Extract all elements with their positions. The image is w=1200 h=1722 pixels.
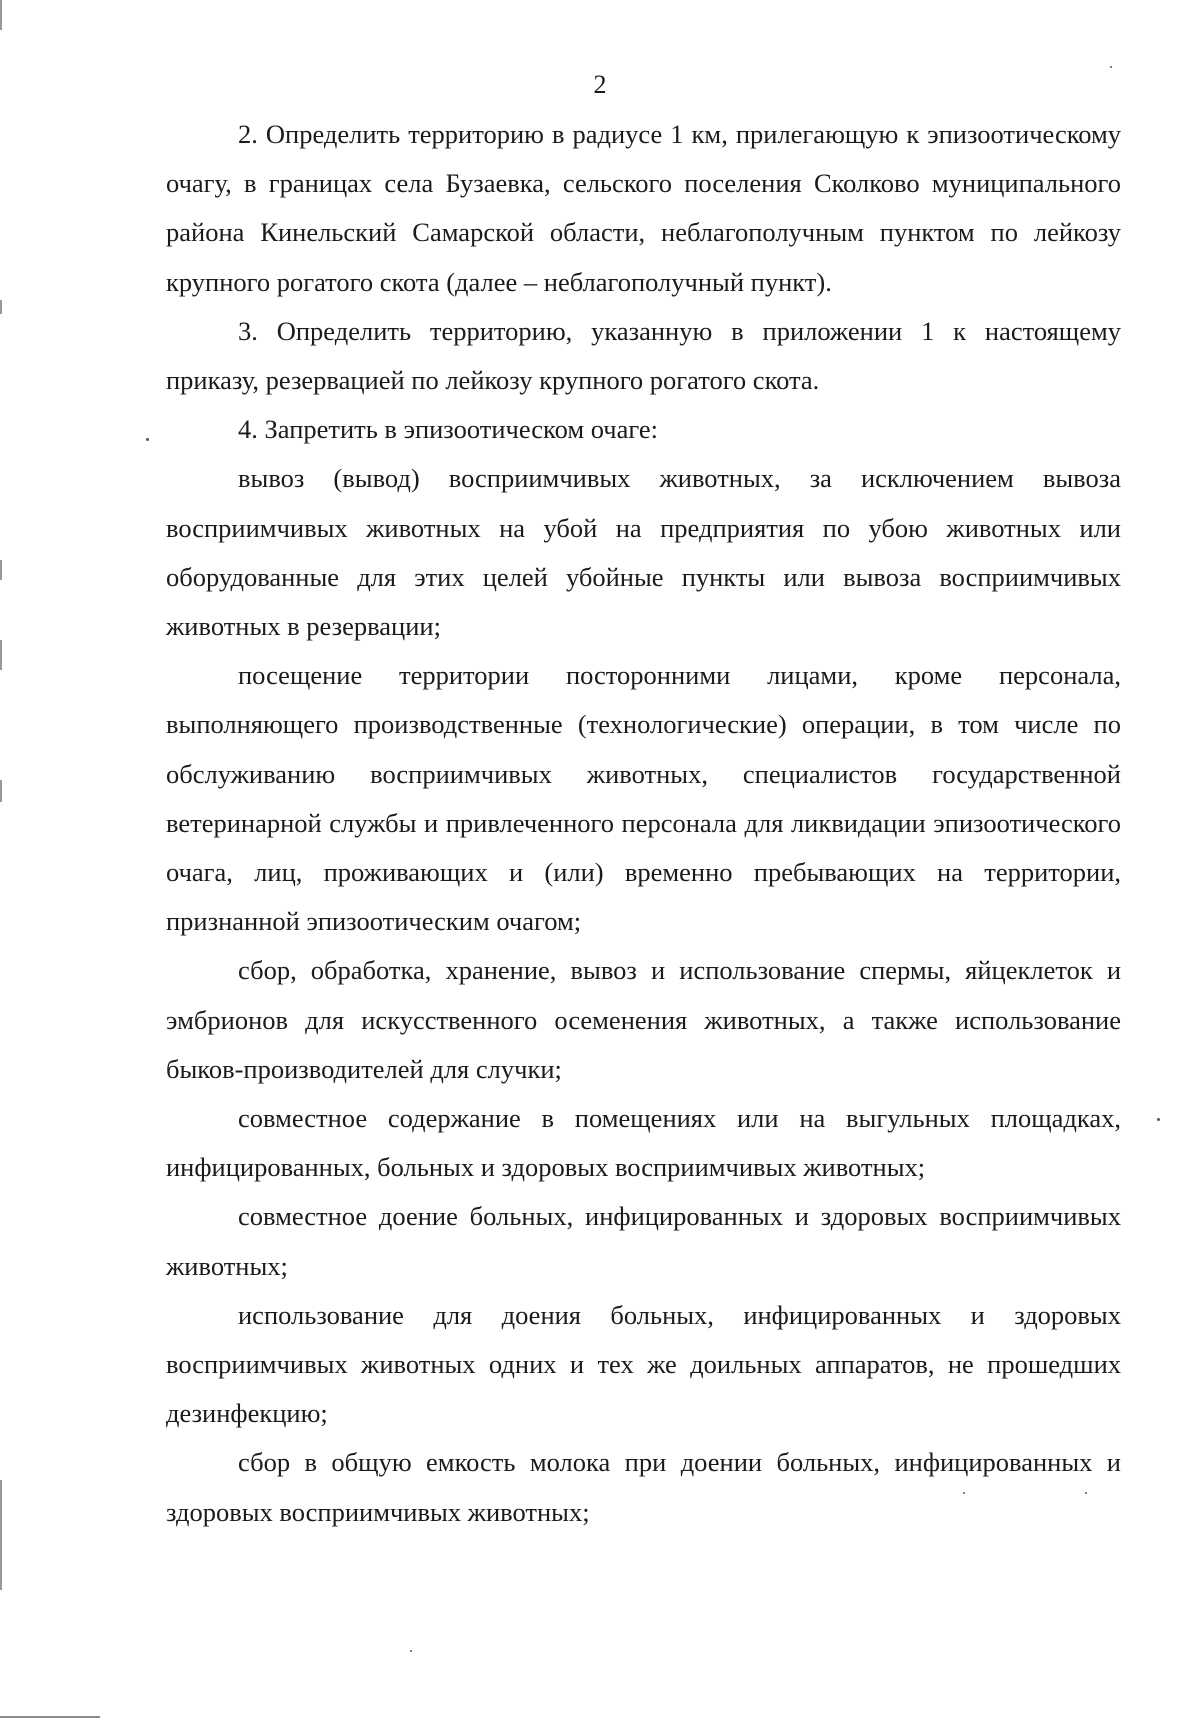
scan-edge-mark <box>0 640 2 670</box>
scan-edge-mark <box>0 560 2 580</box>
scan-speck <box>146 438 149 441</box>
prohibition-item: вывоз (вывод) восприимчивых животных, за исключением вывоза восприимчивых животных на убой на предприятия по убою животных или оборудованные для этих целей убойные пункты или вывоза восприимчивых животных в резервации; <box>166 463 1121 642</box>
scan-speck <box>1110 66 1112 68</box>
scan-edge-mark <box>0 1480 2 1590</box>
paragraph-item-3: 3. Определить территорию, указанную в приложении 1 к настоящему приказу, резервацией по лейкозу крупного рогатого скота. <box>166 315 1121 396</box>
scan-edge-mark <box>0 300 2 314</box>
prohibition-item: посещение территории посторонними лицами, кроме персонала, выполняющего производственные (технологические) операции, в том числе по обслуживанию восприимчивых животных, специалистов государственной ветеринарной службы и привлеченного персонала для ликвидации эпизоотического очага, лиц, проживающих и (или) временно пребывающих на территории, признанной эпизоотическим очагом; <box>166 660 1121 937</box>
scan-edge-mark <box>0 1716 100 1718</box>
prohibition-item: сбор в общую емкость молока при доении больных, инфицированных и здоровых восприимчивых животных; <box>166 1447 1121 1527</box>
scan-speck <box>410 1650 412 1652</box>
scan-edge-mark <box>0 0 2 30</box>
prohibition-item: сбор, обработка, хранение, вывоз и использование спермы, яйцеклеток и эмбрионов для искусственного осеменения животных, а также использование быков-производителей для случки; <box>166 955 1121 1084</box>
scan-speck <box>1157 1118 1160 1121</box>
prohibition-item: использование для доения больных, инфицированных и здоровых восприимчивых животных одних и тех же доильных аппаратов, не прошедших дезинфекцию; <box>166 1299 1121 1429</box>
paragraph-item-4: 4. Запретить в эпизоотическом очаге: <box>238 414 659 445</box>
prohibition-item: совместное содержание в помещениях или на выгульных площадках, инфицированных, больных и здоровых восприимчивых животных; <box>166 1103 1121 1183</box>
paragraph-item-2: 2. Определить территорию в радиусе 1 км, прилегающую к эпизоотическому очагу, в границах села Бузаевка, сельского поселения Сколково муниципального района Кинельский Самарской области, неблагополучным пунктом по лейкозу крупного рогатого скота (далее – неблагополучный пункт). <box>166 119 1121 297</box>
document-body <box>166 110 1121 1537</box>
scan-edge-mark <box>0 780 2 802</box>
prohibition-item: совместное доение больных, инфицированных и здоровых восприимчивых животных; <box>166 1201 1121 1281</box>
page-number: 2 <box>593 70 607 99</box>
